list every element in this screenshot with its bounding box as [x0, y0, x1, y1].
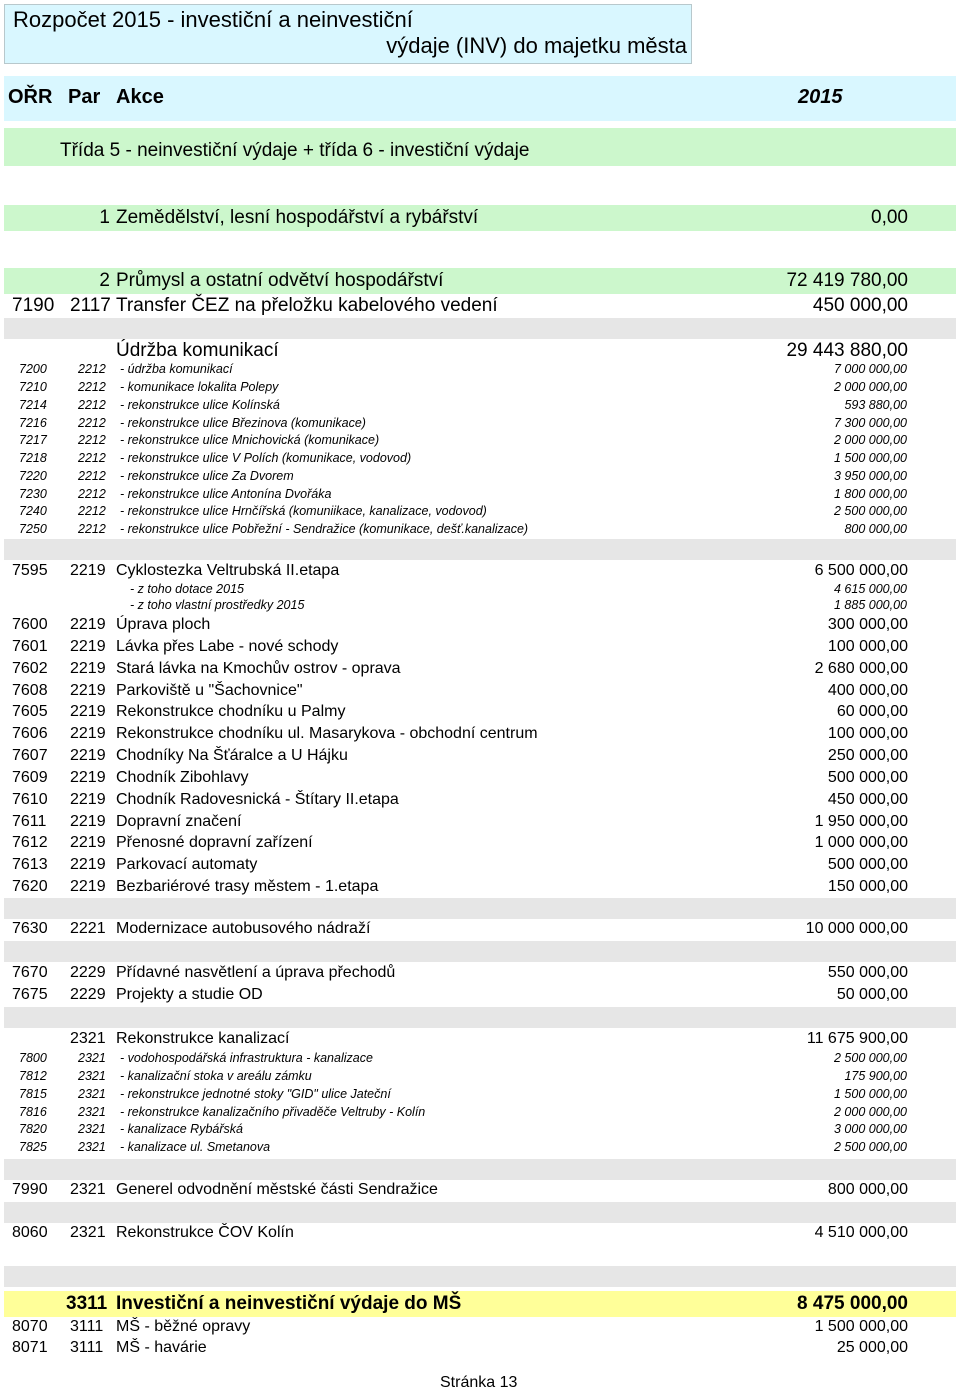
row-value: 800 000,00	[827, 1181, 908, 1198]
row-orr: 7602	[12, 660, 48, 677]
row-label: Rekonstrukce chodníku ul. Masarykova - obchodní centrum	[116, 725, 538, 742]
row-orr: 7200	[19, 362, 47, 376]
row-label: - rekonstrukce ulice Pobřežní - Sendražice (komunikace, dešť.kanalizace)	[120, 522, 529, 536]
row-value: 250 000,00	[827, 747, 908, 764]
row-orr: 8070	[12, 1318, 48, 1335]
row-label: Dopravní značení	[116, 813, 242, 830]
row-label: Rekonstrukce chodníku u Palmy	[116, 703, 346, 720]
row-orr: 7825	[19, 1140, 47, 1154]
row-value: 2 500 000,00	[834, 1140, 907, 1154]
row-label: Parkoviště u "Šachovnice"	[116, 682, 303, 699]
row-value: 100 000,00	[827, 725, 908, 742]
row-label: - kanalizace ul. Smetanova	[120, 1140, 271, 1154]
row-orr: 7605	[12, 703, 48, 720]
row-par: 2212	[78, 380, 106, 394]
row-par: 2229	[70, 986, 106, 1003]
row-par: 2321	[78, 1087, 106, 1101]
row-orr: 7609	[12, 769, 48, 786]
row-label: Stará lávka na Kmochův ostrov - oprava	[116, 660, 401, 677]
row-orr: 7610	[12, 791, 48, 808]
row-par: 2219	[70, 682, 106, 699]
row-value: 50 000,00	[836, 986, 908, 1003]
row-par: 2212	[78, 522, 106, 536]
row-label: MŠ - havárie	[116, 1339, 207, 1356]
row-value: 60 000,00	[836, 703, 908, 720]
row-label: Přenosné dopravní zařízení	[116, 834, 313, 851]
row-value: 150 000,00	[827, 878, 908, 895]
row-label: Chodník Radovesnická - Štítary II.etapa	[116, 791, 399, 808]
row-label: - rekonstrukce ulice Antonína Dvořáka	[120, 487, 332, 501]
row-orr: 7601	[12, 638, 48, 655]
row-orr: 7608	[12, 682, 48, 699]
row-orr: 7606	[12, 725, 48, 742]
row-label: - z toho vlastní prostředky 2015	[130, 598, 305, 612]
row-par: 2321	[78, 1069, 106, 1083]
row-orr: 7800	[19, 1051, 47, 1065]
row-par: 3311	[66, 1293, 108, 1314]
row-par: 2321	[78, 1051, 106, 1065]
row-value: 7 300 000,00	[834, 416, 907, 430]
row-label: Transfer ČEZ na přeložku kabelového vedení	[116, 295, 498, 316]
row-orr: 7595	[12, 562, 48, 579]
row-orr: 7190	[12, 295, 55, 316]
row-par: 2221	[70, 920, 106, 937]
row-value: 1 885 000,00	[834, 598, 907, 612]
row-par: 2219	[70, 660, 106, 677]
band-separator	[4, 1159, 956, 1180]
row-orr: 7611	[12, 813, 47, 830]
title-box	[4, 4, 692, 64]
row-value: 1 500 000,00	[834, 451, 907, 465]
row-label: Investiční a neinvestiční výdaje do MŠ	[116, 1293, 462, 1314]
row-par: 3111	[70, 1339, 104, 1356]
header-akce: Akce	[116, 86, 164, 108]
row-value: 450 000,00	[812, 295, 908, 316]
row-par: 2219	[70, 616, 106, 633]
row-label: - z toho dotace 2015	[130, 582, 244, 596]
row-par: 2212	[78, 362, 106, 376]
row-orr: 7240	[19, 504, 47, 518]
title-line2: výdaje (INV) do majetku města	[386, 33, 687, 58]
band-separator	[4, 318, 956, 339]
row-par: 2321	[78, 1105, 106, 1119]
row-orr: 7620	[12, 878, 48, 895]
row-par: 2321	[70, 1224, 106, 1241]
row-value: 29 443 880,00	[786, 340, 908, 361]
row-orr: 7812	[19, 1069, 47, 1083]
row-label: - rekonstrukce ulice Mnichovická (komunikace)	[120, 433, 380, 447]
row-label: Chodník Zibohlavy	[116, 769, 249, 786]
band-separator	[4, 1202, 956, 1223]
band-separator	[4, 898, 956, 919]
row-orr: 7214	[19, 398, 47, 412]
band-separator	[4, 1007, 956, 1028]
page-number: Stránka 13	[440, 1374, 518, 1391]
row-label: - rekonstrukce jednotné stoky "GID" ulice Jateční	[120, 1087, 391, 1101]
row-label: - rekonstrukce ulice Kolínská	[120, 398, 280, 412]
row-value: 2 000 000,00	[834, 1105, 907, 1119]
row-label: Zemědělství, lesní hospodářství a rybářství	[116, 207, 479, 228]
row-label: - rekonstrukce ulice V Polích (komunikace, vodovod)	[120, 451, 412, 465]
row-orr: 7216	[19, 416, 47, 430]
row-value: 1 950 000,00	[814, 813, 908, 830]
row-orr: 7675	[12, 986, 48, 1003]
row-value: 6 500 000,00	[814, 562, 908, 579]
row-par: 2	[99, 270, 110, 291]
row-orr: 8071	[12, 1339, 48, 1356]
trida-heading: Třída 5 - neinvestiční výdaje + třída 6 - investiční výdaje	[60, 140, 530, 161]
row-par: 2219	[70, 769, 106, 786]
row-orr: 7815	[19, 1087, 47, 1101]
row-label: - kanalizace Rybářská	[120, 1122, 243, 1136]
row-label: MŠ - běžné opravy	[116, 1318, 251, 1335]
row-par: 2212	[78, 416, 106, 430]
row-value: 2 500 000,00	[834, 1051, 907, 1065]
row-label: - rekonstrukce ulice Hrnčířská (komuniikace, kanalizace, vodovod)	[120, 504, 487, 518]
header-orr: OŘR	[8, 86, 53, 108]
header-par: Par	[68, 86, 101, 108]
row-par: 2321	[70, 1030, 106, 1047]
row-label: Projekty a studie OD	[116, 986, 263, 1003]
row-label: Modernizace autobusového nádraží	[116, 920, 371, 937]
row-orr: 7607	[12, 747, 48, 764]
row-orr: 7816	[19, 1105, 47, 1119]
row-par: 2212	[78, 433, 106, 447]
row-value: 1 500 000,00	[814, 1318, 908, 1335]
row-value: 2 000 000,00	[834, 433, 907, 447]
title-line1: Rozpočet 2015 - investiční a neinvestiční	[13, 7, 413, 32]
row-value: 100 000,00	[827, 638, 908, 655]
row-orr: 7630	[12, 920, 48, 937]
row-label: Údržba komunikací	[116, 340, 279, 361]
row-orr: 7210	[19, 380, 47, 394]
row-par: 2117	[70, 295, 111, 316]
row-value: 4 510 000,00	[814, 1224, 908, 1241]
row-label: Lávka přes Labe - nové schody	[116, 638, 339, 655]
row-label: Rekonstrukce kanalizací	[116, 1030, 290, 1047]
row-par: 2219	[70, 747, 106, 764]
row-label: - komunikace lokalita Polepy	[120, 380, 279, 394]
header-year: 2015	[798, 86, 843, 108]
band-separator	[4, 941, 956, 962]
row-orr: 7230	[19, 487, 47, 501]
row-orr: 8060	[12, 1224, 48, 1241]
row-par: 2212	[78, 398, 106, 412]
row-value: 550 000,00	[827, 964, 908, 981]
band-separator	[4, 539, 956, 560]
band-separator	[4, 1266, 956, 1287]
row-par: 2219	[70, 703, 106, 720]
row-par: 2212	[78, 469, 106, 483]
row-value: 0,00	[871, 207, 908, 228]
row-label: Úprava ploch	[116, 616, 211, 633]
row-label: Průmysl a ostatní odvětví hospodářství	[116, 270, 444, 291]
row-value: 1 800 000,00	[834, 487, 907, 501]
row-value: 500 000,00	[827, 856, 908, 873]
row-par: 2219	[70, 638, 106, 655]
row-label: Parkovací automaty	[116, 856, 258, 873]
row-orr: 7220	[19, 469, 47, 483]
row-label: Bezbariérové trasy městem - 1.etapa	[116, 878, 379, 895]
row-label: - rekonstrukce ulice Za Dvorem	[120, 469, 294, 483]
row-par: 2212	[78, 504, 106, 518]
row-par: 2219	[70, 562, 106, 579]
row-par: 2219	[70, 834, 106, 851]
row-value: 25 000,00	[836, 1339, 908, 1356]
row-par: 2219	[70, 856, 106, 873]
row-par: 2229	[70, 964, 106, 981]
row-value: 72 419 780,00	[786, 270, 908, 291]
row-value: 11 675 900,00	[806, 1030, 908, 1047]
row-label: - údržba komunikací	[120, 362, 233, 376]
row-label: - rekonstrukce kanalizačního přivaděče Veltruby - Kolín	[120, 1105, 426, 1119]
row-orr: 7250	[19, 522, 47, 536]
row-value: 3 000 000,00	[834, 1122, 907, 1136]
row-par: 3111	[70, 1318, 104, 1335]
row-value: 2 000 000,00	[834, 380, 907, 394]
row-par: 1	[99, 207, 110, 228]
row-par: 2212	[78, 451, 106, 465]
row-value: 1 500 000,00	[834, 1087, 907, 1101]
row-value: 7 000 000,00	[834, 362, 907, 376]
row-value: 400 000,00	[827, 682, 908, 699]
row-label: - vodohospodářská infrastruktura - kanalizace	[120, 1051, 373, 1065]
row-value: 10 000 000,00	[805, 920, 908, 937]
row-value: 3 950 000,00	[834, 469, 907, 483]
row-orr: 7217	[19, 433, 47, 447]
row-par: 2219	[70, 878, 106, 895]
row-value: 500 000,00	[827, 769, 908, 786]
row-value: 450 000,00	[827, 791, 908, 808]
row-value: 175 900,00	[844, 1069, 907, 1083]
row-orr: 7612	[12, 834, 48, 851]
row-par: 2219	[70, 725, 106, 742]
row-orr: 7820	[19, 1122, 47, 1136]
row-label: Přídavné nasvětlení a úprava přechodů	[116, 964, 396, 981]
row-orr: 7670	[12, 964, 48, 981]
row-label: Rekonstrukce ČOV Kolín	[116, 1224, 294, 1241]
row-label: Cyklostezka Veltrubská II.etapa	[116, 562, 340, 579]
row-value: 300 000,00	[827, 616, 908, 633]
row-value: 1 000 000,00	[814, 834, 908, 851]
row-label: - kanalizační stoka v areálu zámku	[120, 1069, 312, 1083]
row-orr: 7600	[12, 616, 48, 633]
row-par: 2212	[78, 487, 106, 501]
row-par: 2219	[70, 813, 106, 830]
row-label: - rekonstrukce ulice Březinova (komunikace)	[120, 416, 366, 430]
row-orr: 7613	[12, 856, 48, 873]
row-par: 2321	[78, 1122, 106, 1136]
row-par: 2219	[70, 791, 106, 808]
row-value: 2 500 000,00	[834, 504, 907, 518]
row-value: 800 000,00	[844, 522, 907, 536]
row-orr: 7990	[12, 1181, 48, 1198]
row-label: Generel odvodnění městské části Sendražice	[116, 1181, 438, 1198]
row-value: 593 880,00	[844, 398, 907, 412]
row-label: Chodníky Na Šťáralce a U Hájku	[116, 747, 348, 764]
row-value: 8 475 000,00	[797, 1293, 908, 1314]
row-value: 2 680 000,00	[814, 660, 908, 677]
row-orr: 7218	[19, 451, 47, 465]
row-value: 4 615 000,00	[834, 582, 907, 596]
row-par: 2321	[78, 1140, 106, 1154]
row-par: 2321	[70, 1181, 106, 1198]
